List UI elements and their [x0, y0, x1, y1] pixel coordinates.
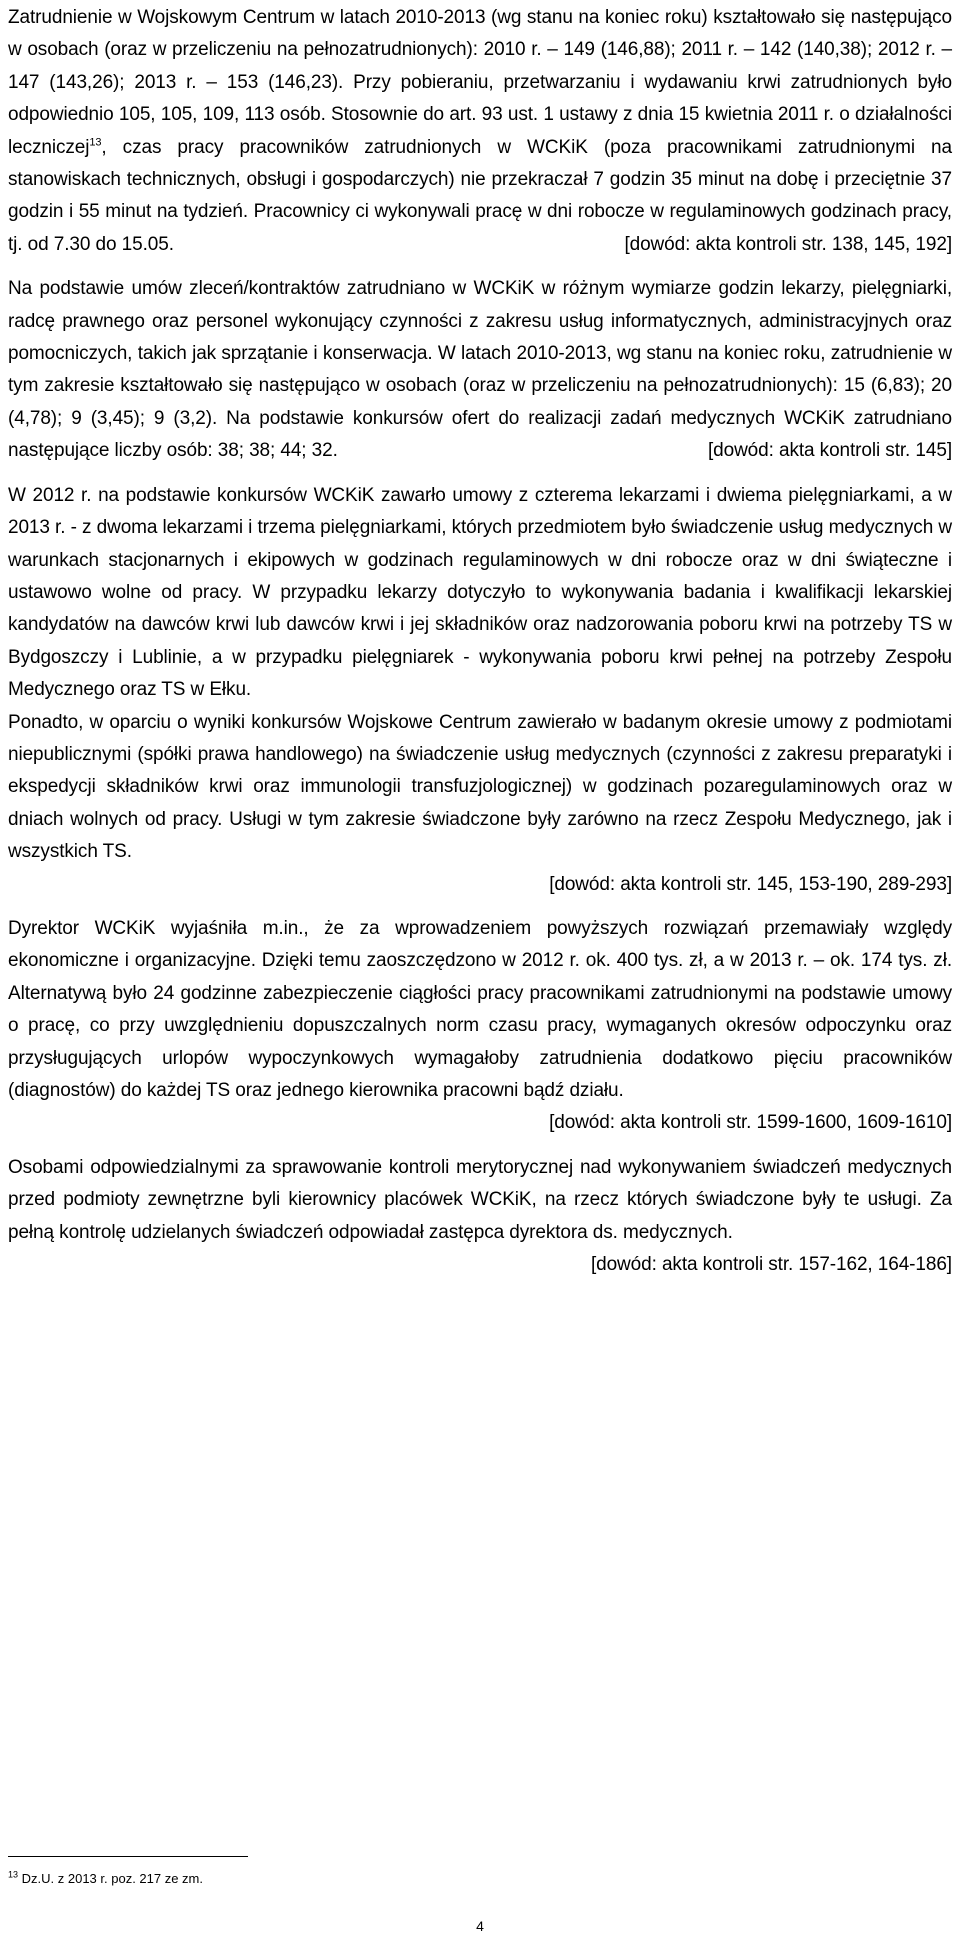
- paragraph-text: Na podstawie umów zleceń/kontraktów zatrudniano w WCKiK w różnym wymiarze godzin lekarzy, pielęgniarki, radcę prawnego oraz personel wykonujący czynności z zakresu usług informatycznych, administracyjnych oraz pomocniczych, takich jak sprzątanie i konserwacja. W latach 2010-2013, wg stanu na koniec roku, zatrudnienie w tym zakresie kształtowało się następująco w osobach (oraz w przeliczeniu na pełnozatrudnionych): 15 (6,83); 20 (4,78); 9 (3,45); 9 (3,2). Na podstawie konkursów ofert do realizacji zadań medycznych WCKiK zatrudniano następujące liczby osób: 38; 38; 44; 32.: [8, 278, 952, 462]
- paragraph-contracts: [8, 273, 952, 467]
- evidence-reference: [dowód: akta kontroli str. 138, 145, 192]: [624, 233, 952, 255]
- paragraph-text: Zatrudnienie w Wojskowym Centrum w latach 2010-2013 (wg stanu na koniec roku) kształtowało się następująco w osobach (oraz w przeliczeniu na pełnozatrudnionych): 2010 r. – 149 (146,88); 2011 r. – 142 (140,38); 2012 r. – 147 (143,26); 2013 r. – 153 (146,23). Przy pobieraniu, przetwarzaniu i wydawaniu krwi zatrudnionych było odpowiednio 105, 105, 109, 113 osób. Stosownie do art. 93 ust. 1 ustawy z dnia 15 kwietnia 2011 r. o działalności leczniczej: [8, 7, 952, 158]
- paragraph-director-explanation: Dyrektor WCKiK wyjaśniła m.in., że za wprowadzeniem powyższych rozwiązań przemawiały względy ekonomiczne i organizacyjne. Dzięki temu zaoszczędzono w 2012 r. ok. 400 tys. zł, a w 2013 r. – ok. 174 tys. zł. Alternatywą było 24 godzinne zabezpieczenie ciągłości pracy pracownikami zatrudnionymi na podstawie umowy o pracę, co przy uwzględnieniu dopuszczalnych norm czasu pracy, wymaganych okresów odpoczynku oraz przysługujących urlopów wypoczynkowych wymagałoby zatrudnienia dodatkowo pięciu pracowników (diagnostów) do każdej TS oraz jednego kierownika pracowni bądź działu.: [8, 917, 952, 1101]
- paragraph-supervision: Osobami odpowiedzialnymi za sprawowanie kontroli merytorycznej nad wykonywaniem świadczeń medycznych przed podmioty zewnętrzne byli kierownicy placówek WCKiK, na rzecz których świadczone były te usługi. Za pełną kontrolę udzielanych świadczeń odpowiadał zastępca dyrektora ds. medycznych.: [8, 1156, 952, 1243]
- evidence-reference: [dowód: akta kontroli str. 157-162, 164-186]: [590, 1254, 952, 1276]
- evidence-reference: [dowód: akta kontroli str. 145, 153-190, 289-293]: [549, 873, 952, 895]
- paragraph-competitions: Ponadto, w oparciu o wyniki konkursów Wojskowe Centrum zawierało w badanym okresie umowy z podmiotami niepublicznymi (spółki prawa handlowego) na świadczenie usług medycznych (czynności z zakresu preparatyki i ekspedycji składników krwi oraz immunologii transfuzjologicznej) w godzinach pozaregulaminowych oraz w dniach wolnych od pracy. Usługi w tym zakresie świadczone były zarówno na rzecz Zespołu Medycznego, jak i wszystkich TS.: [8, 711, 952, 863]
- paragraph-2012-contracts: W 2012 r. na podstawie konkursów WCKiK zawarło umowy z czterema lekarzami i dwiema pielęgniarkami, a w 2013 r. - z dwoma lekarzami i trzema pielęgniarkami, których przedmiotem było świadczenie usług medycznych w warunkach stacjonarnych i ekipowych w godzinach regulaminowych w dni robocze oraz w dni świąteczne i ustawowo wolne od pracy. W przypadku lekarzy dotyczyło to wykonywania badania i kwalifikacji lekarskiej kandydatów na dawców krwi lub dawców krwi i jej składników oraz nadzorowania poboru krwi na potrzeby TS w Bydgoszczy i Lublinie, a w przypadku pielęgniarek - wykonywania poboru krwi pełnej na potrzeby Zespołu Medycznego oraz TS w Ełku.: [8, 484, 952, 701]
- page-number: 4: [476, 1918, 484, 1934]
- footnote-text: Dz.U. z 2013 r. poz. 217 ze zm.: [21, 1871, 203, 1886]
- body-text: [8, 2, 952, 1281]
- paragraph-employment: [8, 2, 952, 261]
- paragraph-text: , czas pracy pracowników zatrudnionych w WCKiK (poza pracownikami zatrudnionymi na stanowiskach technicznych, obsługi i gospodarczych) nie przekraczał 7 godzin 35 minut na dobę i przeciętnie 37 godzin i 55 minut na tydzień. Pracownicy ci wykonywali pracę w dni robocze w regulaminowych godzinach pracy, tj. od 7.30 do 15.05.: [8, 136, 952, 255]
- footnote-number: 13: [8, 1869, 19, 1880]
- evidence-reference: [dowód: akta kontroli str. 1599-1600, 1609-1610]: [549, 1112, 952, 1134]
- footnote-ref: 13: [89, 136, 102, 149]
- evidence-reference: [dowód: akta kontroli str. 145]: [707, 440, 952, 462]
- footnote: [8, 1870, 203, 1888]
- footnote-divider: [8, 1856, 248, 1857]
